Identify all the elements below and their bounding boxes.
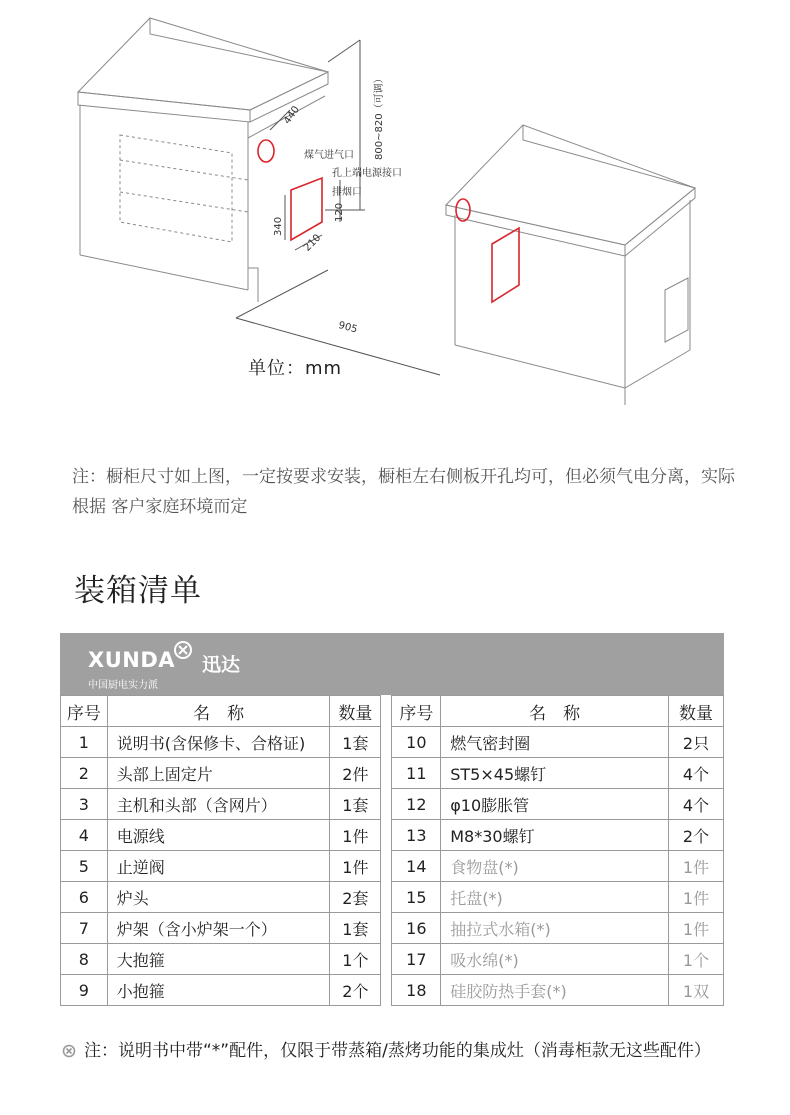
row-index: 18 — [392, 975, 441, 1006]
row-item-name: φ10膨胀管 — [441, 789, 669, 820]
row-quantity: 1个 — [330, 944, 381, 975]
brand-logo-cn: 迅达 — [202, 654, 241, 676]
column-gap — [381, 851, 392, 882]
table-row — [61, 975, 724, 1006]
row-index: 12 — [392, 789, 441, 820]
row-quantity: 1个 — [669, 944, 724, 975]
footnote-bullet-icon — [62, 1044, 76, 1058]
right-exhaust-cutout — [492, 228, 519, 302]
row-quantity: 2套 — [330, 882, 381, 913]
row-index: 14 — [392, 851, 441, 882]
column-gap — [381, 913, 392, 944]
row-index: 10 — [392, 727, 441, 758]
brand-logo-icon — [174, 641, 192, 659]
table-row — [61, 820, 724, 851]
table-row — [61, 789, 724, 820]
right-countertop — [446, 125, 695, 245]
row-item-name: 说明书(含保修卡、合格证) — [107, 727, 330, 758]
row-quantity: 1件 — [669, 882, 724, 913]
right-cabinet — [446, 125, 695, 405]
row-quantity: 2只 — [669, 727, 724, 758]
row-quantity: 1件 — [330, 851, 381, 882]
row-index: 3 — [61, 789, 108, 820]
unit-label: 单位：mm — [248, 358, 343, 379]
row-index: 11 — [392, 758, 441, 789]
packing-list-table — [60, 695, 724, 1006]
row-item-name: 燃气密封圈 — [441, 727, 669, 758]
gas-inlet-label: 煤气进气口 — [304, 150, 354, 161]
brand-tagline: 中国厨电实力派 — [88, 680, 158, 691]
table-row — [61, 727, 724, 758]
header-index-right: 序号 — [392, 696, 441, 727]
row-item-name: 头部上固定片 — [107, 758, 330, 789]
brand-logo-text: XUNDA — [88, 648, 176, 672]
dimension-340: 340 — [273, 216, 284, 236]
row-quantity: 1套 — [330, 913, 381, 944]
row-quantity: 2个 — [330, 975, 381, 1006]
row-item-name: 硅胶防热手套(*) — [441, 975, 669, 1006]
power-port-label: 孔上端电源接口 — [332, 168, 402, 179]
header-qty-left: 数量 — [330, 696, 381, 727]
table-header-row — [61, 696, 724, 727]
row-item-name: 抽拉式水箱(*) — [441, 913, 669, 944]
exhaust-cutout — [291, 178, 322, 240]
row-quantity: 2件 — [330, 758, 381, 789]
row-index: 8 — [61, 944, 108, 975]
row-index: 6 — [61, 882, 108, 913]
row-item-name: 食物盘(*) — [441, 851, 669, 882]
row-index: 7 — [61, 913, 108, 944]
row-index: 16 — [392, 913, 441, 944]
header-name-right: 名 称 — [441, 696, 669, 727]
column-gap — [381, 758, 392, 789]
left-cabinet — [78, 18, 328, 302]
row-item-name: 止逆阀 — [107, 851, 330, 882]
row-item-name: 大抱箍 — [107, 944, 330, 975]
row-quantity: 1双 — [669, 975, 724, 1006]
dimension-120: 120 — [334, 202, 345, 222]
column-gap — [381, 727, 392, 758]
footnote-text: 注：说明书中带“*”配件，仅限于带蒸箱/蒸烤功能的集成灶（消毒柜款无这些配件） — [84, 1041, 711, 1061]
dimension-height: 800~820（可调） — [374, 73, 385, 160]
column-gap — [381, 696, 392, 727]
row-item-name: 吸水绵(*) — [441, 944, 669, 975]
row-item-name: 托盘(*) — [441, 882, 669, 913]
column-gap — [381, 789, 392, 820]
column-gap — [381, 975, 392, 1006]
row-quantity: 1件 — [669, 913, 724, 944]
table-row — [61, 851, 724, 882]
row-quantity: 4个 — [669, 789, 724, 820]
installation-note: 注：橱柜尺寸如上图，一定按要求安装，橱柜左右侧板开孔均可，但必须气电分离，实际根据 客户家庭环境而定 — [72, 467, 735, 517]
row-quantity: 4个 — [669, 758, 724, 789]
accessory-footnote — [62, 1038, 752, 1065]
row-index: 13 — [392, 820, 441, 851]
row-quantity: 2个 — [669, 820, 724, 851]
gas-inlet-hole — [258, 140, 274, 162]
row-index: 1 — [61, 727, 108, 758]
header-qty-right: 数量 — [669, 696, 724, 727]
header-name-left: 名 称 — [107, 696, 330, 727]
dimension-440: 440 — [282, 104, 302, 127]
table-row — [61, 882, 724, 913]
row-item-name: M8*30螺钉 — [441, 820, 669, 851]
row-item-name: 小抱箍 — [107, 975, 330, 1006]
left-opening — [120, 135, 232, 242]
row-item-name: 炉头 — [107, 882, 330, 913]
table-row — [61, 944, 724, 975]
table-row — [61, 758, 724, 789]
row-item-name: 电源线 — [107, 820, 330, 851]
cabinet-installation-diagram — [0, 0, 790, 440]
row-item-name: 主机和头部（含网片） — [107, 789, 330, 820]
row-item-name: 炉架（含小炉架一个） — [107, 913, 330, 944]
row-item-name: ST5×45螺钉 — [441, 758, 669, 789]
table-row — [61, 913, 724, 944]
brand-bar — [60, 633, 724, 695]
packing-list-title: 装箱清单 — [74, 573, 202, 609]
row-quantity: 1套 — [330, 789, 381, 820]
row-quantity: 1件 — [669, 851, 724, 882]
dimension-905: 905 — [337, 320, 359, 336]
row-index: 9 — [61, 975, 108, 1006]
dimension-210: 210 — [302, 232, 324, 254]
column-gap — [381, 944, 392, 975]
header-index-left: 序号 — [61, 696, 108, 727]
row-index: 15 — [392, 882, 441, 913]
row-index: 5 — [61, 851, 108, 882]
exhaust-label: 排烟口 — [332, 187, 362, 198]
row-index: 2 — [61, 758, 108, 789]
row-quantity: 1件 — [330, 820, 381, 851]
row-index: 4 — [61, 820, 108, 851]
row-quantity: 1套 — [330, 727, 381, 758]
side-vent — [665, 278, 688, 342]
row-index: 17 — [392, 944, 441, 975]
column-gap — [381, 882, 392, 913]
column-gap — [381, 820, 392, 851]
